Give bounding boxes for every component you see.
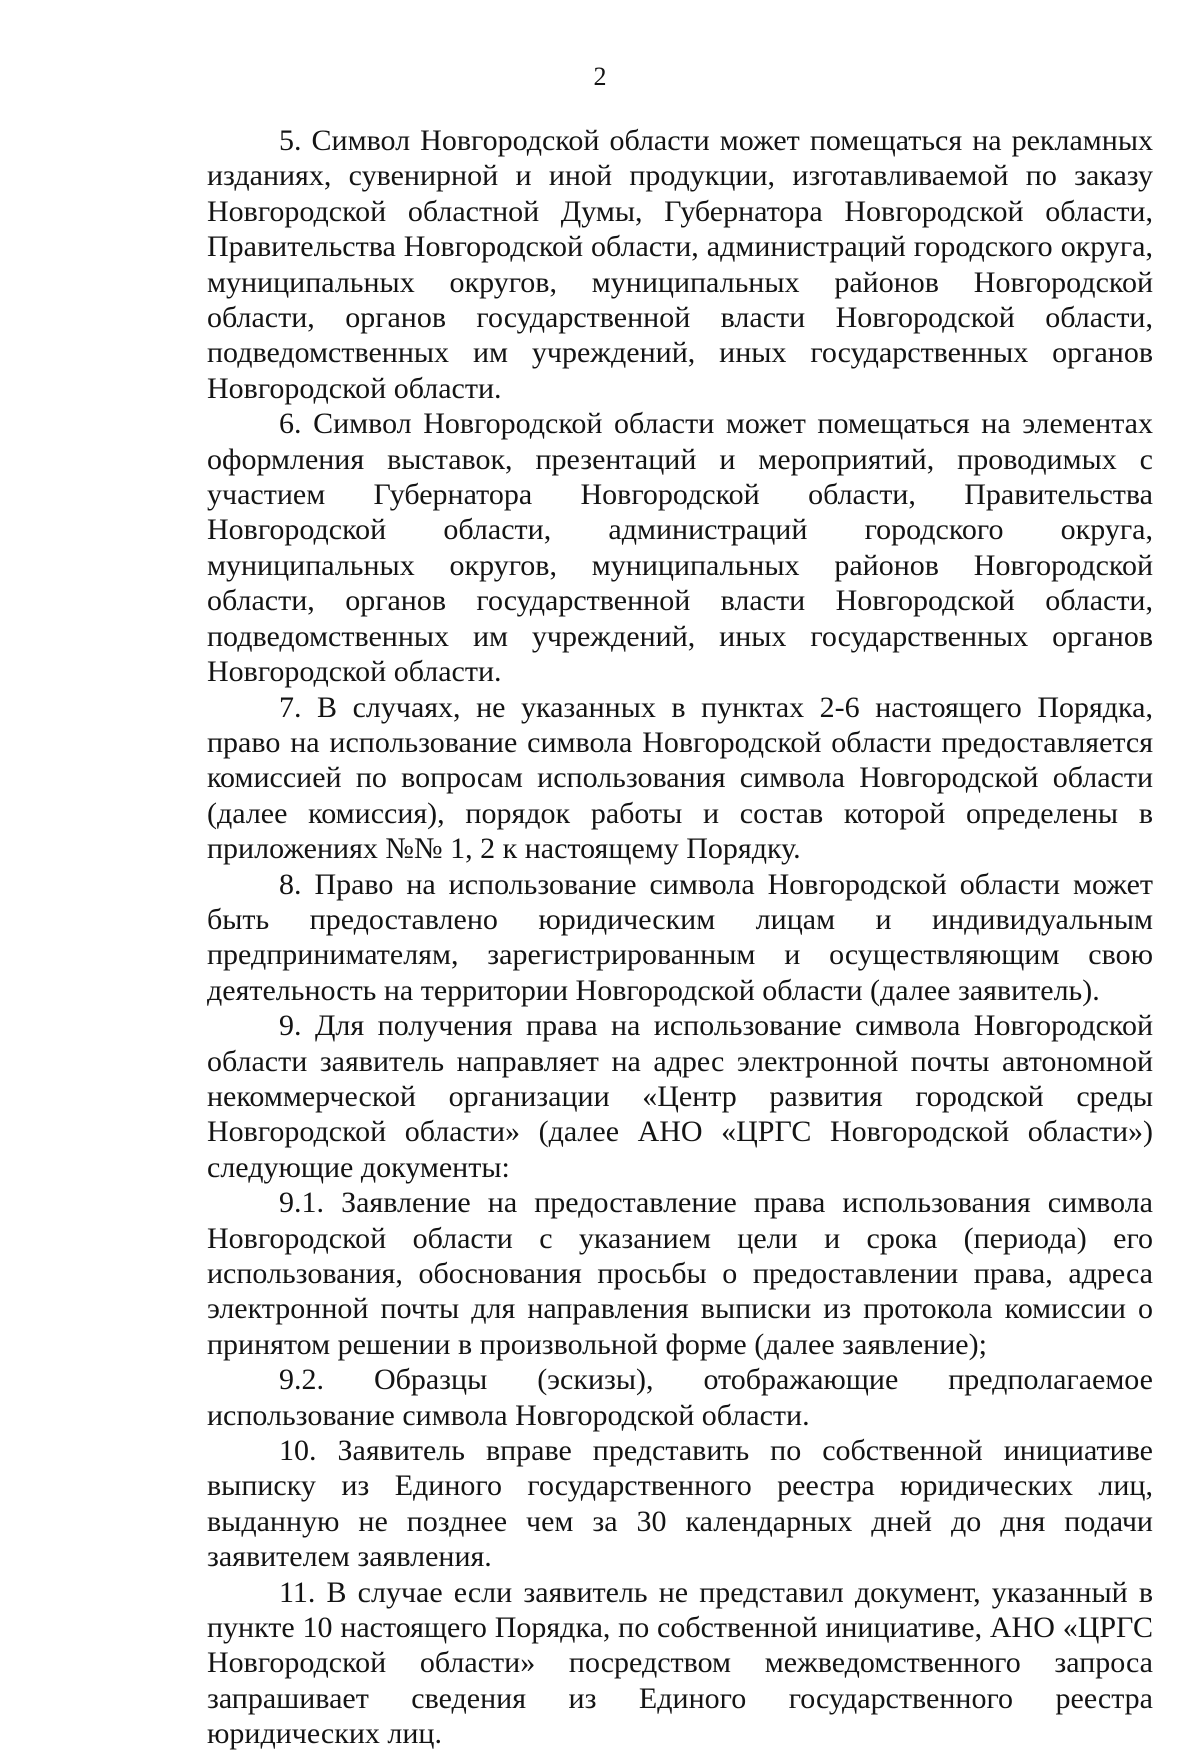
paragraph-7: 7. В случаях, не указанных в пунктах 2-6 настоящего Порядка, право на использование символа Новгородской области предоставляется комиссией по вопросам использования символа Новгородской области (далее комиссия), порядок работы и состав которой определены в приложениях №№ 1, 2 к настоящему Порядку.	[207, 690, 1153, 866]
paragraph-9-2: 9.2. Образцы (эскизы), отображающие предполагаемое использование символа Новгородской области.	[207, 1363, 1153, 1432]
paragraph-9: 9. Для получения права на использование символа Новгородской области заявитель направляет на адрес электронной почты автономной некоммерческой организации «Центр развития городской среды Новгородской области» (далее АНО «ЦРГС Новгородской области») следующие документы:	[207, 1009, 1153, 1184]
paragraph-10: 10. Заявитель вправе представить по собственной инициативе выписку из Единого государственного реестра юридических лиц, выданную не позднее чем за 30 календарных дней до дня подачи заявителем заявления.	[207, 1434, 1153, 1574]
paragraph-11: 11. В случае если заявитель не представил документ, указанный в пункте 10 настоящего Порядка, по собственной инициативе, АНО «ЦРГС Новгородской области» посредством межведомственного запроса запрашивает сведения из Единого государственного реестра юридических лиц.	[207, 1575, 1153, 1751]
paragraph-6: 6. Символ Новгородской области может помещаться на элементах оформления выставок, презентаций и мероприятий, проводимых с участием Губернатора Новгородской области, Правительства Новгородской области, администраций городского округа, муниципальных округов, муниципальных районов Новгородской области, органов государственной власти Новгородской области, подведомственных им учреждений, иных государственных органов Новгородской области.	[207, 407, 1153, 689]
paragraph-8: 8. Право на использование символа Новгородской области может быть предоставлено юридическим лицам и индивидуальным предпринимателям, зарегистрированным и осуществляющим свою деятельность на территории Новгородской области (далее заявитель).	[207, 867, 1153, 1007]
paragraph-9-1: 9.1. Заявление на предоставление права использования символа Новгородской области с указанием цели и срока (периода) его использования, обоснования просьбы о предоставлении права, адреса электронной почты для направления выписки из протокола комиссии о принятом решении в произвольной форме (далее заявление);	[207, 1186, 1153, 1361]
page-number: 2	[593, 62, 607, 91]
document-body	[207, 123, 1153, 1752]
paragraph-5: 5. Символ Новгородской области может помещаться на рекламных изданиях, сувенирной и иной продукции, изготавливаемой по заказу Новгородской областной Думы, Губернатора Новгородской области, Правительства Новгородской области, администраций городского округа, муниципальных округов, муниципальных районов Новгородской области, органов государственной власти Новгородской области, подведомственных им учреждений, иных государственных органов Новгородской области.	[207, 124, 1153, 405]
